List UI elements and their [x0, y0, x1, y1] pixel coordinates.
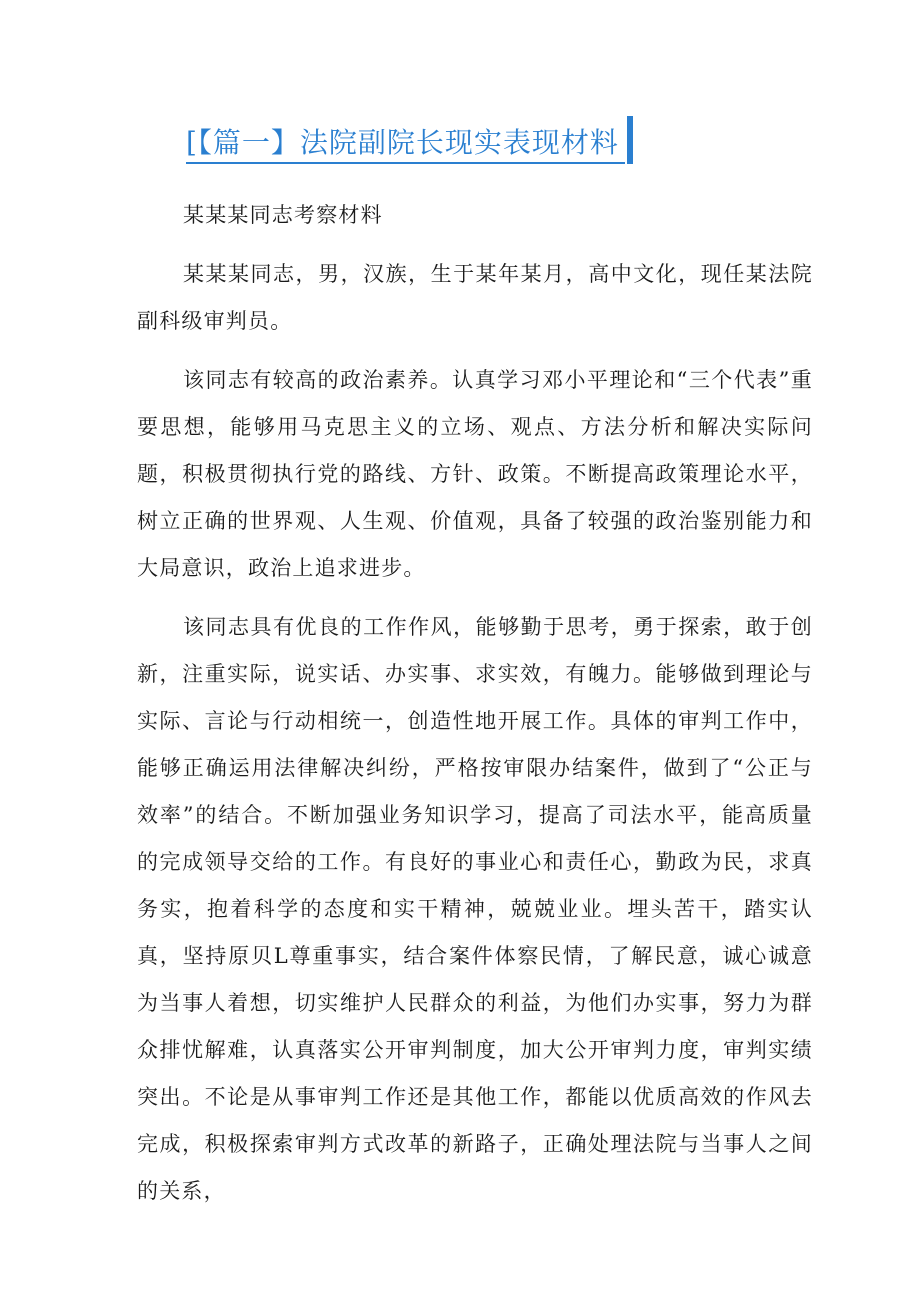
work-style-paragraph: 该同志具有优良的工作作风，能够勤于思考，勇于探索，敢于创新，注重实际，说实话、办实事、求实效，有魄力。能够做到理论与实际、言论与行动相统一，创造性地开展工作。具体的审判工作中，能够正确运用法律解决纠纷，严格按审限办结案件，做到了“公正与效率”的结合。不断加强业务知识学习，提高了司法水平，能高质量的完成领导交给的工作。有良好的事业心和责任心，勤政为民，求真务实，抱着科学的态度和实干精神，兢兢业业。埋头苦干，踏实认真，坚持原贝L尊重事实，结合案件体察民情，了解民意，诚心诚意为当事人着想，切实维护人民群众的利益，为他们办实事，努力为群众排忧解难，认真落实公开审判制度，加大公开审判力度，审判实绩突出。不论是从事审判工作还是其他工作，都能以优质高效的作风去完成，积极探索审判方式改革的新路子，正确处理法院与当事人之间的关系，: [137, 615, 813, 1203]
document-title[interactable]: [【篇一】法院副院长现实表现材料: [186, 124, 625, 164]
subtitle-paragraph: 某某某同志考察材料: [183, 203, 383, 227]
political-quality-paragraph: 该同志有较高的政治素养。认真学习邓小平理论和“三个代表”重要思想，能够用马克思主义的立场、观点、方法分析和解决实际问题，积极贯彻执行党的路线、方针、政策。不断提高政策理论水平，树立正确的世界观、人生观、价值观，具备了较强的政治鉴别能力和大局意识，政治上追求进步。: [137, 368, 813, 580]
title-block: [186, 112, 633, 164]
document-body: [137, 192, 813, 1215]
intro-paragraph: 某某某同志，男，汉族，生于某年某月，高中文化，现任某法院副科级审判员。: [137, 262, 813, 333]
text-cursor-marker: [627, 116, 633, 164]
